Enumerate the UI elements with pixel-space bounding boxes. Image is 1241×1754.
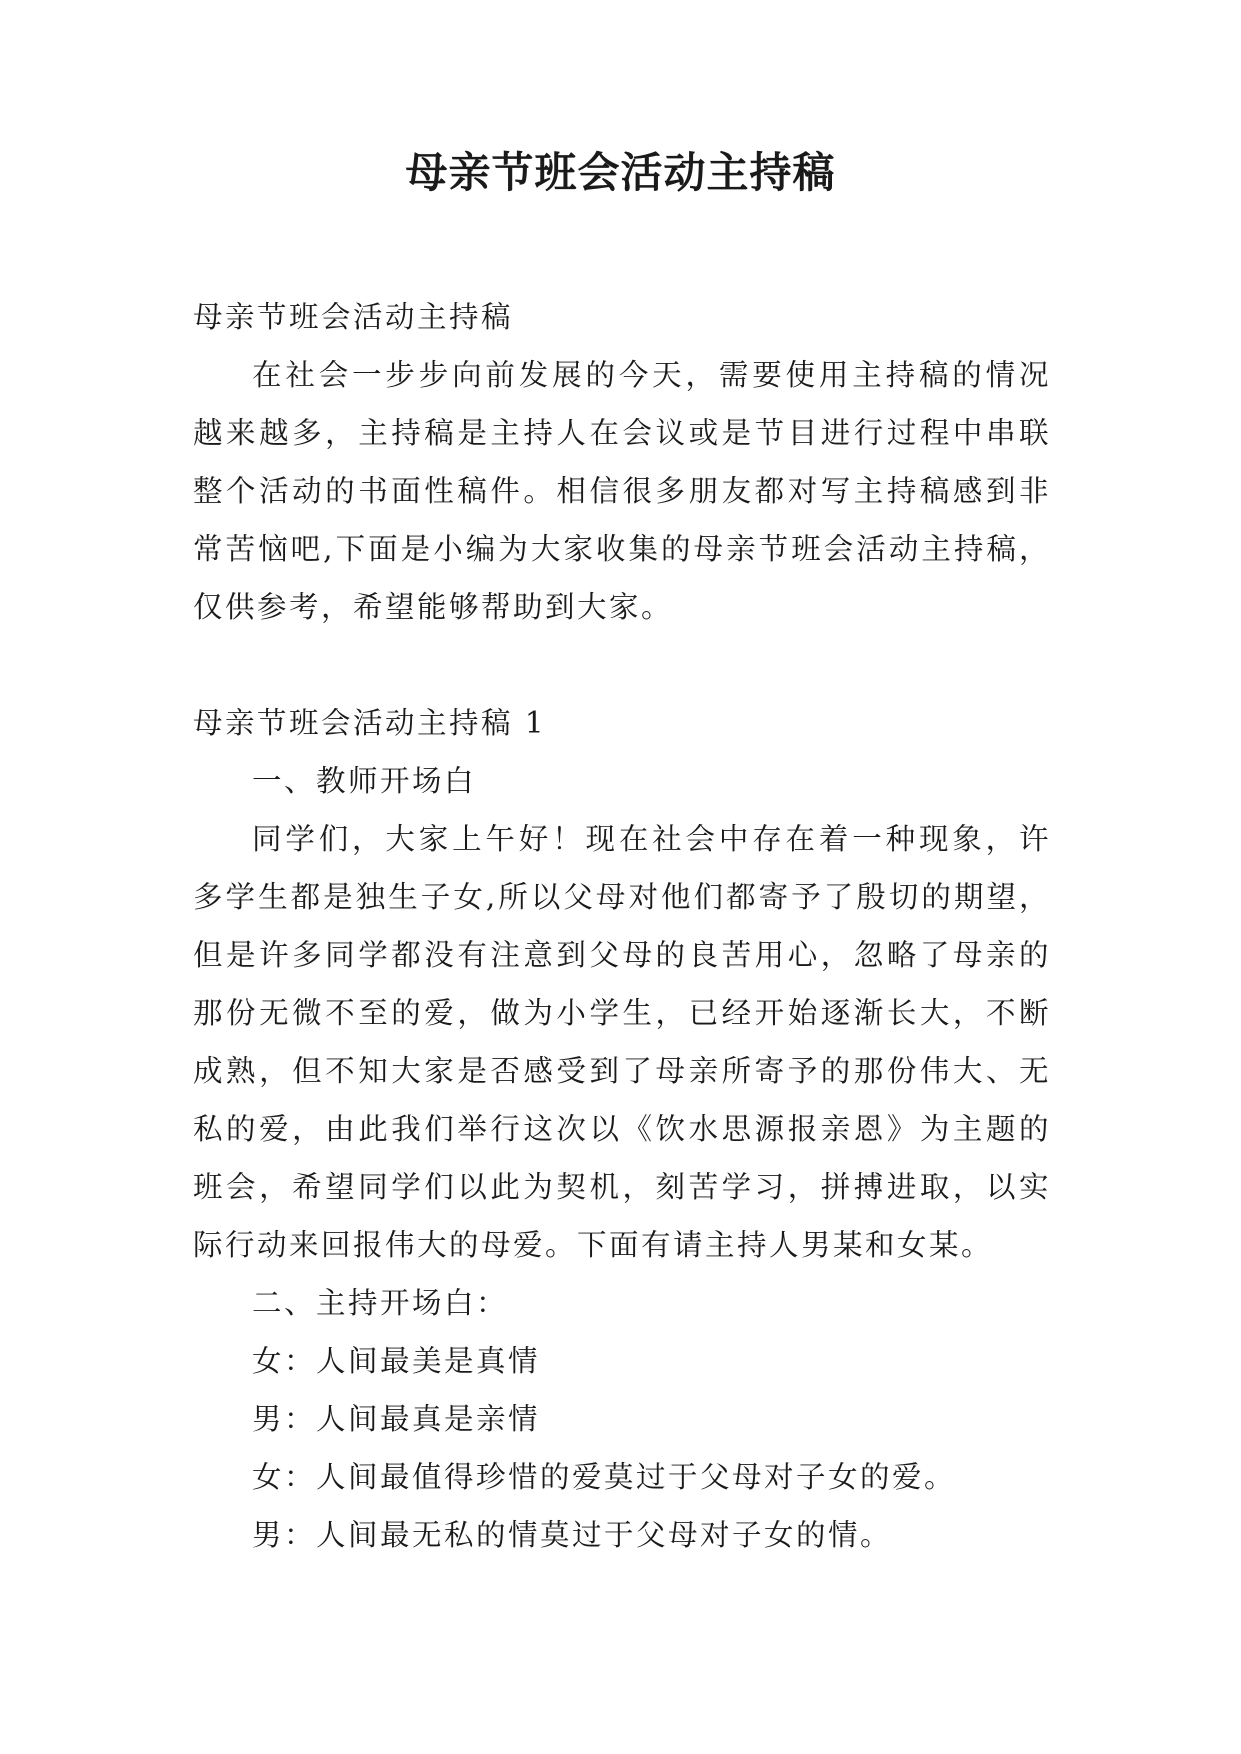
part1-paragraph: 同学们，大家上午好！现在社会中存在着一种现象，许多学生都是独生子女,所以父母对他们都寄予了殷切的期望，但是许多同学都没有注意到父母的良苦用心，忽略了母亲的那份无微不至的爱，做为小学生，已经开始逐渐长大，不断成熟，但不知大家是否感受到了母亲所寄予的那份伟大、无私的爱，由此我们举行这次以《饮水思源报亲恩》为主题的班会，希望同学们以此为契机，刻苦学习，拼搏进取，以实际行动来回报伟大的母爱。下面有请主持人男某和女某。 [193, 822, 1051, 1262]
dialogue-line: 男：人间最无私的情莫过于父母对子女的情。 [252, 1518, 893, 1552]
part2-heading: 二、主持开场白： [252, 1286, 509, 1320]
part1-heading: 一、教师开场白 [252, 764, 477, 798]
document-body [193, 288, 1051, 1564]
section-heading: 母亲节班会活动主持稿 1 [193, 706, 547, 740]
dialogue-line: 女：人间最美是真情 [252, 1344, 541, 1378]
document-subtitle: 母亲节班会活动主持稿 [193, 300, 514, 334]
document-title: 母亲节班会活动主持稿 [405, 148, 836, 197]
dialogue-line: 女：人间最值得珍惜的爱莫过于父母对子女的爱。 [252, 1460, 957, 1494]
intro-paragraph: 在社会一步步向前发展的今天，需要使用主持稿的情况越来越多，主持稿是主持人在会议或是节目进行过程中串联整个活动的书面性稿件。相信很多朋友都对写主持稿感到非常苦恼吧,下面是小编为大家收集的母亲节班会活动主持稿，仅供参考，希望能够帮助到大家。 [193, 358, 1051, 624]
dialogue-line: 男：人间最真是亲情 [252, 1402, 541, 1436]
